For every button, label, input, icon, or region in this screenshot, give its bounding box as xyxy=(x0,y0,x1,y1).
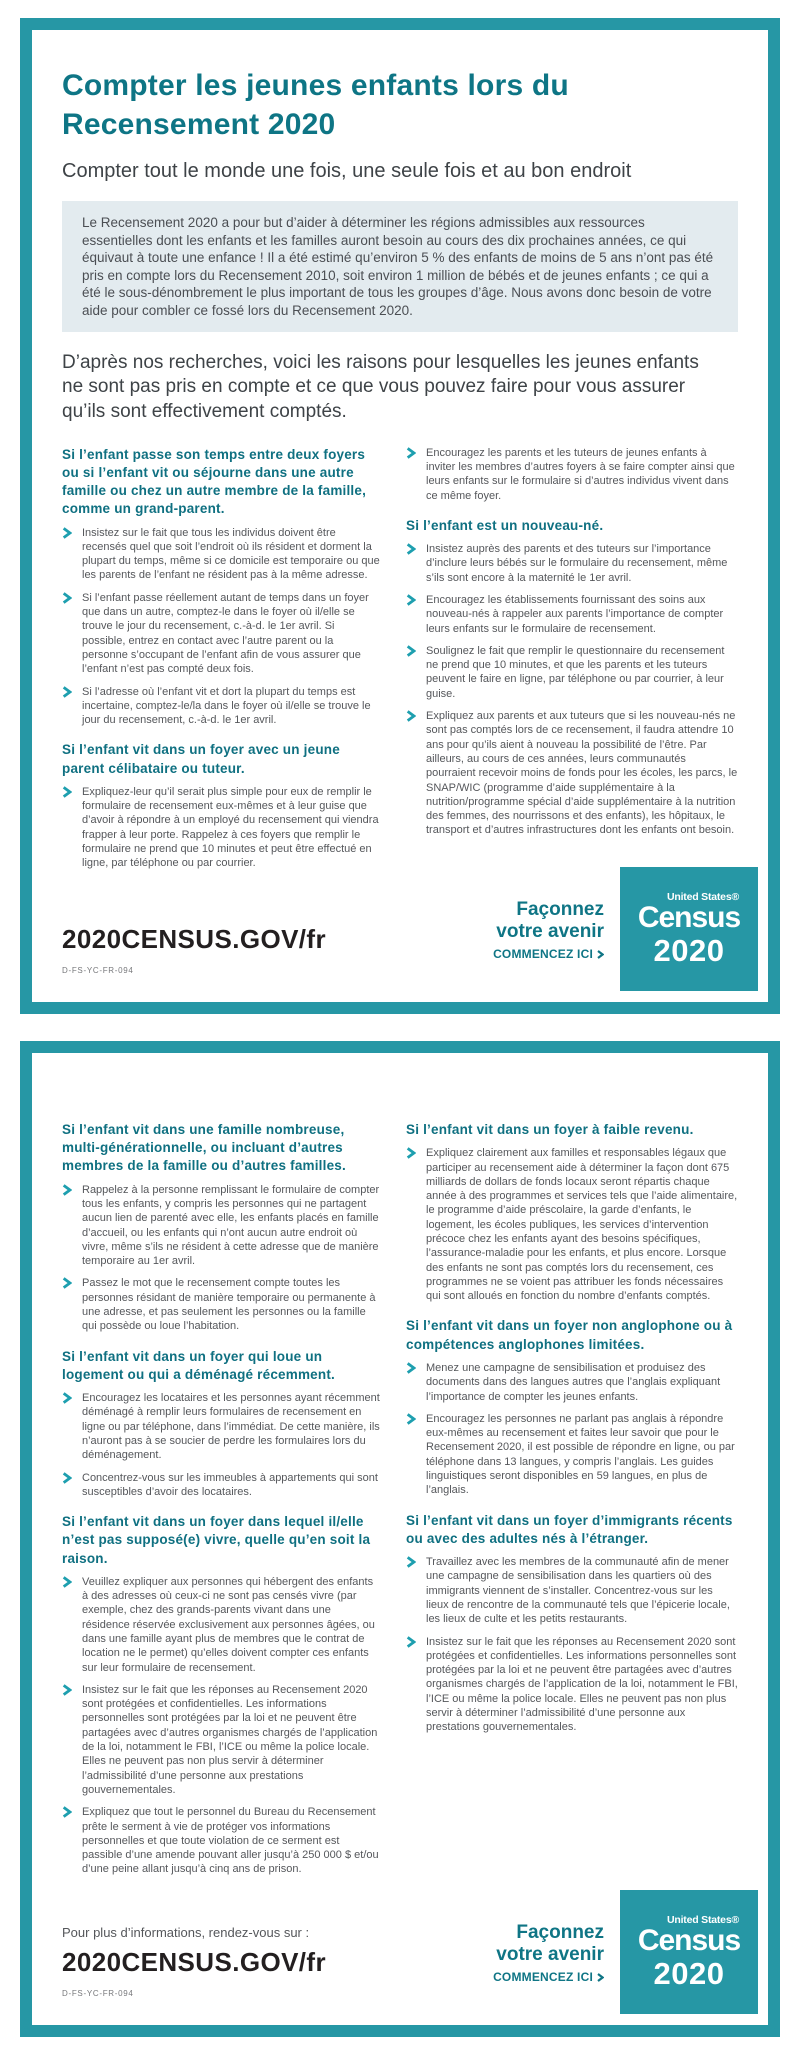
page-1 xyxy=(20,18,780,1014)
bullet-text: Soulignez le fait que remplir le questionnaire du recensement ne prend que 10 minutes, et que les parents et les tuteurs peuvent le faire en ligne, par téléphone ou par courrier, à leur guise. xyxy=(426,644,725,700)
census-2020-logo xyxy=(620,867,758,991)
chevron-bullet-icon xyxy=(62,1683,75,1797)
bullet-text: Expliquez-leur qu’il serait plus simple pour eux de remplir le formulaire de recensement eux-mêmes et à leur guise que d’avoir à répondre à un employé du recensement qui viendra frapper à leur porte. Rappelez à ces foyers que remplir le formulaire ne prend que 10 minutes et peut être effectué en ligne, par téléphone ou par courrier. xyxy=(82,785,379,870)
bullet-text: Veuillez expliquer aux personnes qui hébergent des enfants à des adresses où ceux-ci ne sont pas censés vivre (par exemple, chez des grands-parents vivant dans une résidence réservée exclusivement aux personnes âgées, ou dans une famille ayant plus de membres que le contrat de location ne le permet) qu’elles doivent compter ces enfants sur leur formulaire de recensement. xyxy=(82,1575,375,1674)
bullet-text: Insistez sur le fait que les réponses au Recensement 2020 sont protégées et confidentielles. Les informations personnelles sont protégées par la loi et ne peuvent être partagées avec d’autres organismes chargés de l’application de la loi, notamment le FBI, l’ICE ou même la police locale. Elles ne peuvent pas non plus servir à déterminer l’admissibilité d’une personne aux prestations gouvernementales. xyxy=(426,1635,738,1734)
footer-tagline xyxy=(493,1922,604,2014)
bullet-item xyxy=(406,709,738,838)
footer xyxy=(62,1890,758,2014)
bullet-item xyxy=(406,1361,738,1404)
form-code: D-FS-YC-FR-094 xyxy=(62,1989,134,1998)
chevron-bullet-icon xyxy=(406,593,419,636)
chevron-bullet-icon xyxy=(406,1635,419,1735)
chevron-bullet-icon xyxy=(62,1805,75,1876)
logo-census-text: Census xyxy=(637,1924,741,1958)
page-2-content xyxy=(32,1053,768,1885)
bullet-item xyxy=(62,1471,380,1500)
bullet-text: Si l’adresse où l’enfant vit et dort la plupart du temps est incertaine, comptez-le/la dans le foyer où il/elle se trouve le jour du recensement, c.-à-d. le 1er avril. xyxy=(82,685,371,727)
bullet-item xyxy=(62,1683,380,1797)
logo-year-text: 2020 xyxy=(653,1956,725,1992)
bullet-text: Encouragez les personnes ne parlant pas anglais à répondre eux-mêmes au recensement et faites leur savoir que pour le Recensement 2020, il est possible de répondre en ligne, ou par téléphone dans 13 langues, y compris l’anglais. Les guides linguistiques seront disponibles en 59 langues, en plus de l’anglais. xyxy=(426,1412,735,1497)
bullet-item xyxy=(406,446,738,503)
chevron-bullet-icon xyxy=(406,542,419,585)
footer-tagline xyxy=(493,899,604,991)
cta-label: COMMENCEZ ICI xyxy=(493,1970,593,1984)
page-title: Compter les jeunes enfants lors du Recensement 2020 xyxy=(62,69,569,141)
commencez-ici-cta xyxy=(493,947,604,961)
page-1-content xyxy=(32,30,768,879)
bullet-text: Rappelez à la personne remplissant le formulaire de compter tous les enfants, y compris les personnes qui ne partagent aucun lien de parenté avec elle, les enfants placés en famille d’accueil, ou les enfants qui n’ont aucun autre endroit où vivre, même s’ils ne résident à cette adresse que de manière temporaire au 1er avril. xyxy=(82,1183,380,1268)
bullet-text: Concentrez-vous sur les immeubles à appartements qui sont susceptibles d’avoir des locataires. xyxy=(82,1471,378,1498)
bullet-text: Encouragez les établissements fournissant des soins aux nouveau-nés à rappeler aux parents l’importance de compter leurs enfants sur le formulaire de recensement. xyxy=(426,593,724,635)
bullet-text: Insistez sur le fait que les réponses au Recensement 2020 sont protégées et confidentielles. Les informations personnelles sont protégées par la loi et ne peuvent être partagées avec d’autres organismes chargés de l’application de la loi, notamment le FBI, l’ICE ou même la police locale. Elles ne peuvent pas non plus servir à déterminer l’admissibilité d’une personne aux prestations gouvernementales. xyxy=(82,1683,378,1796)
bullet-item xyxy=(62,685,380,728)
bullet-text: Si l’enfant passe réellement autant de temps dans un foyer que dans un autre, comptez-le dans le foyer où il/elle se trouve le jour du recensement, c.-à-d. le 1er avril. Si possible, entrez en contact avec l’autre parent ou la personne s’occupant de l’enfant afin de vous assurer que l’enfant n’est pas compté deux fois. xyxy=(82,591,369,676)
bullet-item xyxy=(406,1555,738,1626)
chevron-bullet-icon xyxy=(62,526,75,583)
chevron-bullet-icon xyxy=(406,644,419,701)
commencez-ici-cta xyxy=(493,1970,604,1984)
section-heading: Si l’enfant vit dans un foyer qui loue un logement ou qui a déménagé récemment. xyxy=(62,1348,335,1382)
bullet-item xyxy=(406,1146,738,1303)
section-heading: Si l’enfant est un nouveau-né. xyxy=(406,517,604,533)
lead-paragraph: D’après nos recherches, voici les raisons pour lesquelles les jeunes enfants ne sont pas pris en compte et ce que vous pouvez faire pour vous assurer qu’ils sont effectivement comptés. xyxy=(62,352,699,422)
bullet-item xyxy=(62,1575,380,1675)
bullet-text: Passez le mot que le recensement compte toutes les personnes résidant de manière temporaire ou permanente à une adresse, et pas seulement les personnes ou la famille qui possède ou loue l’habitation. xyxy=(82,1277,376,1333)
left-column xyxy=(62,1121,380,1885)
bullet-text: Expliquez que tout le personnel du Bureau du Recensement prête le serment à vie de protéger vos informations personnelles et que toute violation de ce serment est passible d’une amende pouvant aller jusqu’à 250 000 $ et/ou d’une peine allant jusqu’à cinq ans de prison. xyxy=(82,1806,379,1876)
cta-label: COMMENCEZ ICI xyxy=(493,947,593,961)
bullet-text: Travaillez avec les membres de la communauté afin de mener une campagne de sensibilisation dans les quartiers où des immigrants viennent de s’installer. Concentrez-vous sur les lieux de rencontre de la communauté tels que l’épicerie locale, les lieux de culte et les petits restaurants. xyxy=(426,1556,730,1626)
bullet-item xyxy=(62,1391,380,1462)
section-heading: Si l’enfant vit dans un foyer à faible revenu. xyxy=(406,1122,694,1137)
census-2020-logo xyxy=(620,1890,758,2014)
section-heading: Si l’enfant vit dans un foyer avec un jeune parent célibataire ou tuteur. xyxy=(62,742,340,776)
bullet-item xyxy=(406,1635,738,1735)
chevron-bullet-icon xyxy=(62,785,75,871)
chevron-bullet-icon xyxy=(406,1412,419,1498)
bullet-text: Expliquez aux parents et aux tuteurs que si les nouveau-nés ne sont pas comptés lors de ce recensement, il faudra attendre 10 ans pour qu’ils aient à nouveau la possibilité de l’être. Par ailleurs, au cours de ces années, leurs communautés pourraient recevoir moins de fonds pour les écoles, les parcs, le SNAP/WIC (programme d’aide supplémentaire à la nutrition/programme spécial d’aide supplémentaire à la nutrition des femmes, des nourrissons et des enfants), les hôpitaux, le transport et d’autres infrastructures dont les enfants ont besoin. xyxy=(426,710,738,837)
section-heading: Si l’enfant vit dans un foyer d’immigrants récents ou avec des adultes nés à l’étranger. xyxy=(406,1512,733,1546)
bullet-text: Encouragez les locataires et les personnes ayant récemment déménagé à remplir leurs formulaires de recensement en ligne ou par téléphone, dans l’immédiat. De cette manière, ils n’auront pas à se soucier de perdre les formulaires lors du déménagement. xyxy=(82,1392,380,1462)
logo-united-states-text: United States® xyxy=(666,890,740,903)
left-column xyxy=(62,446,380,879)
chevron-bullet-icon xyxy=(62,1276,75,1333)
chevron-right-icon xyxy=(597,1973,604,1982)
two-column-layout xyxy=(62,446,738,879)
bullet-item xyxy=(62,1276,380,1333)
right-column xyxy=(406,1121,738,1885)
section-heading: Si l’enfant passe son temps entre deux foyers ou si l’enfant vit ou séjourne dans une autre famille ou chez un autre membre de la famille, comme un grand-parent. xyxy=(62,446,367,517)
chevron-bullet-icon xyxy=(62,1471,75,1500)
bullet-item xyxy=(406,542,738,585)
bullet-item xyxy=(406,593,738,636)
footer-info-text: Pour plus d’informations, rendez-vous sur : xyxy=(62,1925,310,1940)
tagline-line-1: Façonnez xyxy=(516,899,604,921)
bullet-item xyxy=(62,526,380,583)
page-2 xyxy=(20,1041,780,2037)
census-url[interactable]: 2020CENSUS.GOV/fr xyxy=(62,1947,327,1977)
bullet-item xyxy=(62,1183,380,1269)
form-code: D-FS-YC-FR-094 xyxy=(62,966,134,975)
bullet-text: Menez une campagne de sensibilisation et produisez des documents dans des langues autres que l’anglais expliquant l’importance de compter les jeunes enfants. xyxy=(426,1361,721,1403)
intro-box xyxy=(62,201,738,332)
footer-left xyxy=(62,924,493,991)
chevron-bullet-icon xyxy=(406,1361,419,1404)
bullet-item xyxy=(406,1412,738,1498)
footer xyxy=(62,867,758,991)
chevron-bullet-icon xyxy=(62,685,75,728)
bullet-item xyxy=(62,785,380,871)
logo-united-states-text: United States® xyxy=(666,1913,740,1926)
right-column xyxy=(406,446,738,879)
logo-census-text: Census xyxy=(637,901,741,935)
tagline-line-2: votre avenir xyxy=(496,1944,604,1966)
tagline-line-2: votre avenir xyxy=(496,921,604,943)
bullet-text: Encouragez les parents et les tuteurs de jeunes enfants à inviter les membres d’autres foyers à se faire compter ainsi que leurs enfants sur le formulaire si d’autres individus vivent dans ce même foyer. xyxy=(426,446,735,502)
chevron-bullet-icon xyxy=(62,1183,75,1269)
intro-box-text: Le Recensement 2020 a pour but d’aider à déterminer les régions admissibles aux ressources essentielles dont les enfants et les familles auront besoin au cours des dix prochaines années, ce qui équivaut à toute une enfance ! Il a été estimé qu’environ 5 % des enfants de moins de 5 ans n’ont pas été pris en compte lors du Recensement 2010, soit environ 1 million de bébés et de jeunes enfants ; ce qui a été le sous-dénombrement le plus important de tous les groupes d’âge. Nous avons donc besoin de votre aide pour combler ce fossé lors du Recensement 2020. xyxy=(82,215,714,318)
footer-left xyxy=(62,1925,493,2014)
census-url[interactable]: 2020CENSUS.GOV/fr xyxy=(62,924,327,954)
logo-year-text: 2020 xyxy=(653,933,725,969)
chevron-bullet-icon xyxy=(406,1146,419,1303)
two-column-layout xyxy=(62,1121,738,1885)
chevron-bullet-icon xyxy=(406,1555,419,1626)
bullet-item xyxy=(62,1805,380,1876)
section-heading: Si l’enfant vit dans un foyer dans lequel il/elle n’est pas supposé(e) vivre, quelle qu’en soit la raison. xyxy=(62,1514,371,1566)
chevron-right-icon xyxy=(597,950,604,959)
tagline-line-1: Façonnez xyxy=(516,1922,604,1944)
bullet-text: Insistez auprès des parents et des tuteurs sur l’importance d’inclure leurs bébés sur le formulaire du recensement, même s’ils sont encore à la maternité le 1er avril. xyxy=(426,543,728,584)
chevron-bullet-icon xyxy=(406,709,419,838)
chevron-bullet-icon xyxy=(406,446,419,503)
chevron-bullet-icon xyxy=(62,1575,75,1675)
bullet-item xyxy=(62,591,380,677)
section-heading: Si l’enfant vit dans une famille nombreuse, multi-générationnelle, ou incluant d’autres membres de la famille ou d’autres familles. xyxy=(62,1122,346,1174)
subtitle: Compter tout le monde une fois, une seule fois et au bon endroit xyxy=(62,160,632,182)
bullet-text: Expliquez clairement aux familles et responsables légaux que participer au recensement aide à déterminer la façon dont 675 milliards de dollars de fonds locaux seront répartis chaque année à des programmes et services tels que l’aide alimentaire, le programme d’aide préscolaire, la garde d’enfants, le logement, les écoles publiques, les services d’intervention précoce chez les enfants ayant des besoins spécifiques, l’assurance-maladie pour les enfants, et plus encore. Lorsque des enfants ne sont pas comptés lors du recensement, ces programmes ne se voient pas attribuer les fonds nécessaires qui sont alloués en fonction du nombre d’enfants comptés. xyxy=(426,1147,738,1303)
bullet-item xyxy=(406,644,738,701)
section-heading: Si l’enfant vit dans un foyer non anglophone ou à compétences anglophones limitées. xyxy=(406,1318,733,1352)
chevron-bullet-icon xyxy=(62,1391,75,1462)
chevron-bullet-icon xyxy=(62,591,75,677)
bullet-text: Insistez sur le fait que tous les individus doivent être recensés quel que soit l’endroit où ils résident et dorment la plupart du temps, même si ce domicile est temporaire ou que les parents de l’enfant ne résident pas à la même adresse. xyxy=(82,526,380,582)
